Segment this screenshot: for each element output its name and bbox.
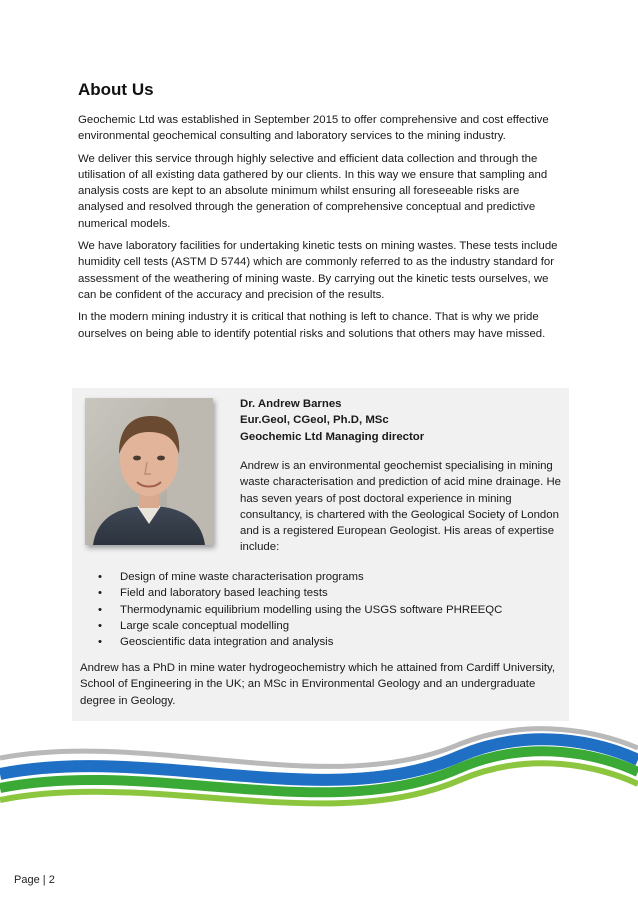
page-number: 2	[48, 874, 55, 886]
list-item-text: Field and laboratory based leaching tests	[120, 587, 328, 600]
profile-bio: Andrew is an environmental geochemist specialising in mining waste characterisation and prediction of acid mine drainage. He has seven years of post doctoral experience in mining consultancy, is chartered with the Geological Society of London and is a registered European Geologist. His areas of expertise include:	[240, 460, 562, 554]
intro-paragraph: We deliver this service through highly selective and efficient data collection and through the utilisation of all existing data gathered by our clients. In this way we ensure that sampling and analysis costs are kept to an absolute minimum whilst ensuring all foreseeable risks are analysed and resolved through the generation of comprehensive conceptual and predictive numerical models.	[78, 152, 548, 230]
profile-header	[240, 396, 565, 445]
profile-credentials: Eur.Geol, CGeol, Ph.D, MSc	[240, 414, 389, 427]
bullet-icon: •	[98, 571, 102, 583]
expertise-list	[98, 569, 558, 650]
profile-role: Geochemic Ltd Managing director	[240, 430, 425, 443]
bullet-icon: •	[98, 619, 102, 632]
intro-paragraph: In the modern mining industry it is critical that nothing is left to chance. That is why we pride ourselves on being able to identify potential risks and solutions that others may have missed.	[78, 311, 546, 340]
list-item	[98, 585, 558, 601]
profile-photo	[85, 398, 213, 545]
list-item-text: Geoscientific data integration and analysis	[120, 636, 334, 649]
list-item	[98, 634, 558, 650]
list-item-text: Design of mine waste characterisation programs	[120, 571, 364, 583]
page-heading: About Us	[78, 80, 154, 99]
list-item-text: Large scale conceptual modelling	[120, 619, 290, 632]
list-item	[98, 618, 558, 634]
list-item-text: Thermodynamic equilibrium modelling using the USGS software PHREEQC	[120, 603, 503, 616]
page-separator: |	[42, 874, 49, 886]
intro-section	[78, 112, 564, 348]
intro-paragraph: We have laboratory facilities for undertaking kinetic tests on mining wastes. These tests include humidity cell tests (ASTM D 5744) which are commonly referred to as the industry standard for assessment of the weathering of mining waste. By carrying out the kinetic tests ourselves, we can be confident of the accuracy and precision of the results.	[78, 240, 558, 301]
profile-closing: Andrew has a PhD in mine water hydrogeochemistry which he attained from Cardiff University, School of Engineering in the UK; an MSc in Environmental Geology and an undergraduate degree in Geology.	[80, 662, 556, 707]
profile-name: Dr. Andrew Barnes	[240, 398, 342, 410]
bullet-icon: •	[98, 603, 102, 616]
list-item	[98, 602, 558, 618]
intro-paragraph: Geochemic Ltd was established in September 2015 to offer comprehensive and cost effective environmental geochemical consulting and laboratory services to the mining industry.	[78, 114, 549, 143]
bullet-icon: •	[98, 587, 102, 600]
page-footer	[14, 874, 55, 886]
bullet-icon: •	[98, 636, 102, 649]
list-item	[98, 569, 558, 585]
decorative-waves	[0, 718, 638, 828]
wave-blue	[0, 739, 638, 780]
page-label: Page	[14, 874, 40, 886]
